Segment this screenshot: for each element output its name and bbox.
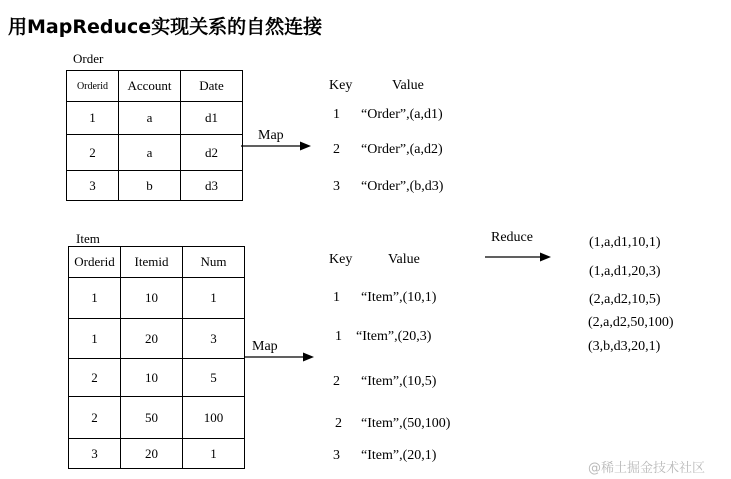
- table-cell: d1: [181, 102, 243, 135]
- table-row: [69, 439, 245, 469]
- kv2-key: 1: [335, 329, 342, 344]
- kv1-value-header: Value: [392, 78, 424, 93]
- reduce-label: Reduce: [491, 230, 533, 245]
- table-cell: 1: [69, 278, 121, 319]
- table-row: [69, 278, 245, 319]
- table-cell: 10: [121, 359, 183, 397]
- table-cell: 3: [183, 319, 245, 359]
- kv2-value: “Item”,(10,5): [361, 374, 437, 389]
- table-cell: 1: [183, 439, 245, 469]
- table-cell: d2: [181, 135, 243, 171]
- kv2-key: 3: [333, 448, 340, 463]
- table-cell: 20: [121, 319, 183, 359]
- table-row: [67, 135, 243, 171]
- table-cell: 100: [183, 397, 245, 439]
- result-item: (2,a,d2,50,100): [588, 315, 674, 330]
- item-header-orderid: Orderid: [69, 247, 121, 278]
- map-arrow-1: [240, 140, 312, 152]
- table-row: [67, 171, 243, 201]
- order-header-orderid: Orderid: [67, 71, 119, 102]
- kv2-value: “Item”,(10,1): [361, 290, 437, 305]
- table-row: [69, 397, 245, 439]
- item-table-label: Item: [76, 231, 100, 246]
- kv1-key: 3: [333, 179, 340, 194]
- kv2-value: “Item”,(20,3): [356, 329, 432, 344]
- kv1-key-header: Key: [329, 78, 353, 93]
- table-cell: 3: [69, 439, 121, 469]
- order-header-date: Date: [181, 71, 243, 102]
- table-cell: 1: [67, 102, 119, 135]
- kv2-value: “Item”,(50,100): [361, 416, 451, 431]
- kv2-value: “Item”,(20,1): [361, 448, 437, 463]
- table-cell: 2: [69, 397, 121, 439]
- table-cell: 2: [69, 359, 121, 397]
- table-cell: 1: [183, 278, 245, 319]
- reduce-arrow: [484, 251, 552, 263]
- table-row: [67, 102, 243, 135]
- watermark: @稀土掘金技术社区: [588, 461, 706, 476]
- item-header-num: Num: [183, 247, 245, 278]
- table-cell: 20: [121, 439, 183, 469]
- table-cell: 10: [121, 278, 183, 319]
- map-arrow-2: [243, 351, 315, 363]
- table-cell: d3: [181, 171, 243, 201]
- order-header-account: Account: [119, 71, 181, 102]
- table-cell: a: [119, 135, 181, 171]
- item-header-row: [69, 247, 245, 278]
- table-cell: 3: [67, 171, 119, 201]
- kv1-key: 2: [333, 142, 340, 157]
- kv2-value-header: Value: [388, 252, 420, 267]
- table-row: [69, 359, 245, 397]
- order-header-row: [67, 71, 243, 102]
- kv2-key-header: Key: [329, 252, 353, 267]
- table-cell: a: [119, 102, 181, 135]
- map-label-1: Map: [258, 128, 284, 143]
- result-item: (3,b,d3,20,1): [588, 339, 661, 354]
- kv1-key: 1: [333, 107, 340, 122]
- item-table: [68, 246, 245, 469]
- kv1-value: “Order”,(a,d1): [361, 107, 443, 122]
- table-row: [69, 319, 245, 359]
- table-cell: 5: [183, 359, 245, 397]
- result-item: (2,a,d2,10,5): [589, 292, 661, 307]
- table-cell: 1: [69, 319, 121, 359]
- order-table-label: Order: [73, 51, 104, 66]
- result-item: (1,a,d1,20,3): [589, 264, 661, 279]
- kv2-key: 1: [333, 290, 340, 305]
- table-cell: 50: [121, 397, 183, 439]
- kv2-key: 2: [333, 374, 340, 389]
- item-header-itemid: Itemid: [121, 247, 183, 278]
- kv1-value: “Order”,(a,d2): [361, 142, 443, 157]
- result-item: (1,a,d1,10,1): [589, 235, 661, 250]
- map-label-2: Map: [252, 339, 278, 354]
- page-title: 用MapReduce实现关系的自然连接: [8, 16, 323, 38]
- kv2-key: 2: [335, 416, 342, 431]
- kv1-value: “Order”,(b,d3): [361, 179, 444, 194]
- order-table: [66, 70, 243, 201]
- table-cell: 2: [67, 135, 119, 171]
- table-cell: b: [119, 171, 181, 201]
